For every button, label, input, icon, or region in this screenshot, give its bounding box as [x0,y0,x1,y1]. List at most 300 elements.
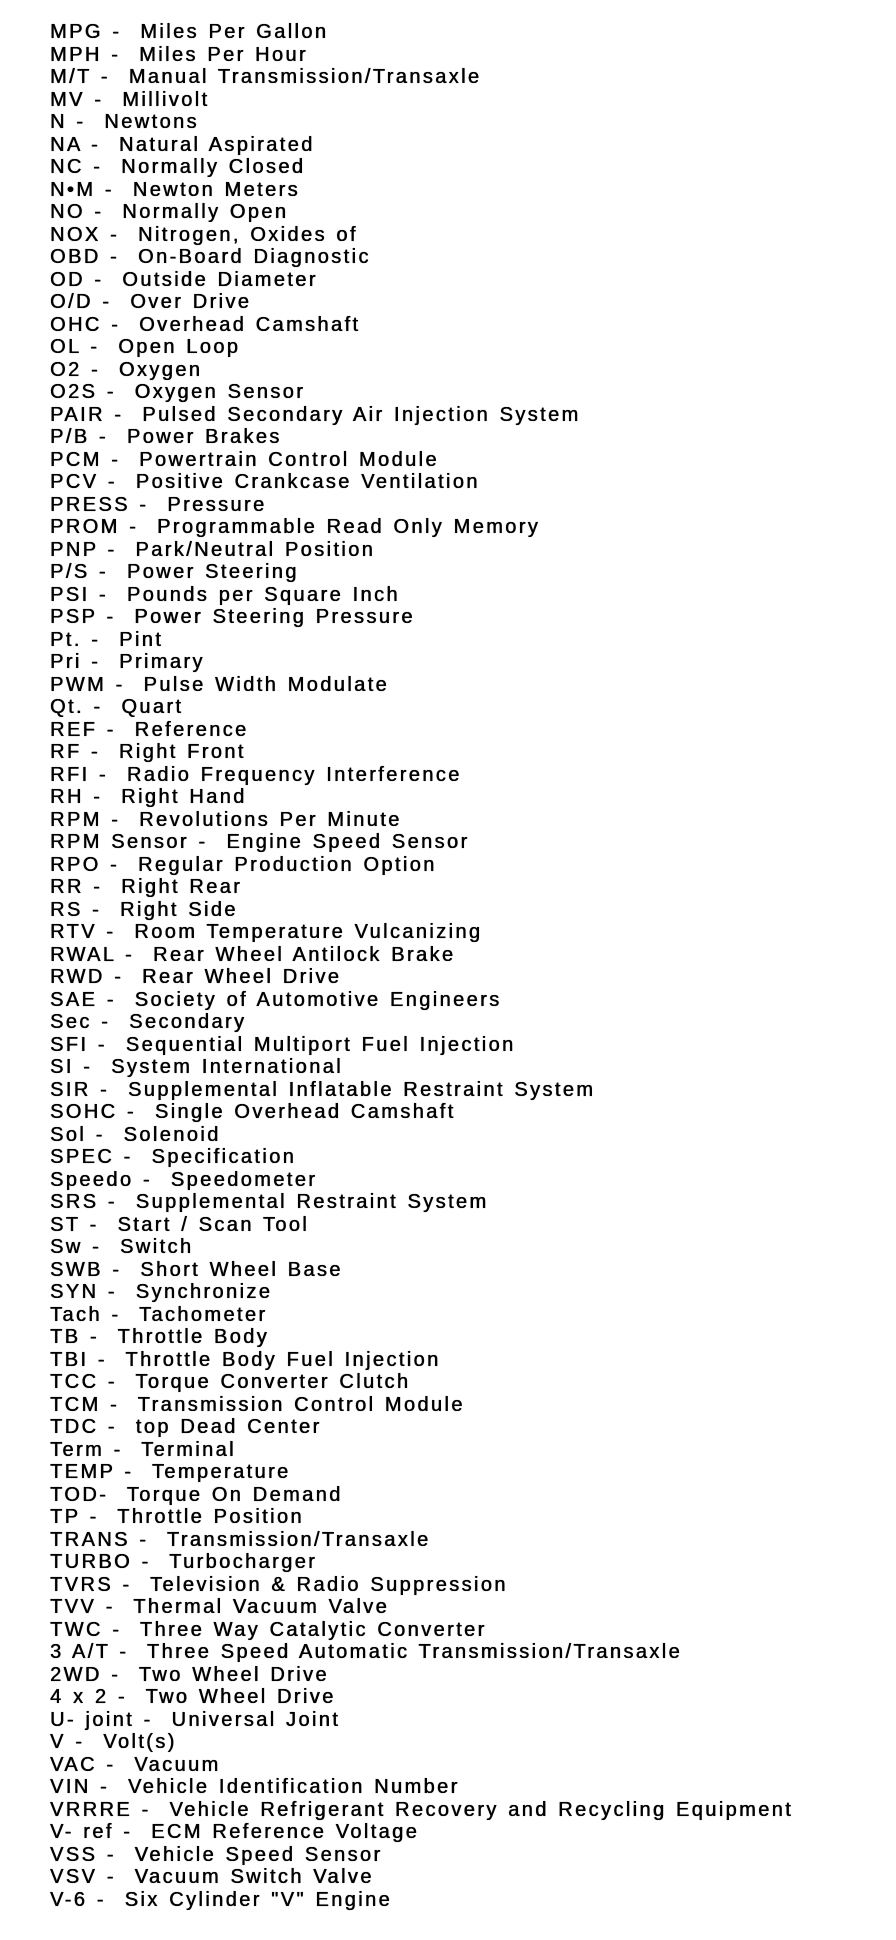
separator: - [73,1056,112,1078]
meaning: Powertrain Control Module [139,448,439,471]
separator: - [108,1686,146,1708]
separator: - [81,133,119,156]
meaning: Switch [120,1236,194,1258]
abbreviation: REF [50,718,98,741]
meaning: Right Hand [121,786,247,808]
glossary-entry [50,629,888,652]
abbreviation: O2 [50,358,82,381]
abbreviation: RR [50,876,84,898]
separator: - [102,1618,140,1641]
glossary-entry [50,831,888,854]
separator: - [119,516,158,538]
meaning: Throttle Body Fuel Injection [125,1348,441,1371]
meaning: Speedometer [170,1168,318,1191]
abbreviation: VIN [50,1776,91,1798]
abbreviation: RPM Sensor [50,831,189,853]
meaning: Overhead Camshaft [139,313,361,336]
meaning: Solenoid [123,1123,221,1146]
glossary-entry [50,156,888,179]
abbreviation: TCM [50,1393,101,1416]
glossary-entry [50,1574,888,1597]
glossary-entry [50,1506,888,1529]
meaning: Radio Frequency Interference [126,763,462,786]
abbreviation: U- joint [50,1708,135,1731]
glossary-entry [50,1844,888,1867]
separator: - [113,1821,152,1843]
abbreviation: PSP [50,606,97,628]
glossary-entry [50,1124,888,1147]
separator: - [80,336,119,358]
separator: - [129,493,168,516]
meaning: Revolutions Per Minute [139,808,402,831]
glossary-entry [50,1236,888,1259]
meaning: Positive Crankcase Ventilation [135,471,480,493]
separator: - [101,1303,139,1326]
meaning: Oxygen Sensor [134,381,306,403]
abbreviation: Tach [50,1303,102,1326]
abbreviation: PRESS [50,493,130,516]
meaning: Vehicle Refrigerant Recovery and Recycling Equipment [169,1798,794,1821]
glossary-entry [50,989,888,1012]
glossary-entry [50,1551,888,1574]
abbreviation: VSV [50,1866,98,1888]
separator: - [97,538,136,561]
separator: - [100,223,138,246]
separator: - [112,1573,151,1596]
glossary-entry [50,1056,888,1079]
glossary-entry [50,1281,888,1304]
abbreviation: OHC [50,313,102,336]
meaning: Temperature [151,1461,291,1483]
meaning: Outside Diameter [122,268,318,291]
abbreviation: V [50,1731,66,1753]
abbreviation: TURBO [50,1551,132,1573]
separator: - [132,1798,170,1821]
separator: - [109,1641,147,1663]
glossary-entry [50,1776,888,1799]
glossary-entry [50,584,888,607]
glossary-entry [50,1416,888,1439]
abbreviation: VRRRE [50,1798,133,1821]
abbreviation: Sol [50,1123,87,1146]
separator: - [90,1078,128,1101]
abbreviation: 4 x 2 [50,1686,109,1708]
glossary-entry [50,1371,888,1394]
separator: - [83,786,122,808]
meaning: Universal Joint [171,1708,341,1731]
meaning: Television & Radio Suppression [150,1573,508,1596]
abbreviation: N [50,111,67,133]
abbreviation: TVV [50,1596,97,1618]
separator: - [117,1101,155,1123]
glossary-entry [50,1596,888,1619]
glossary-entry [50,66,888,89]
separator: - [104,403,143,426]
abbreviation: OD [50,268,85,291]
abbreviation: O2S [50,381,98,403]
glossary-entry [50,1191,888,1214]
separator: - [114,1146,152,1168]
meaning: Open Loop [118,336,241,358]
glossary-entry [50,1326,888,1349]
glossary-entry [50,381,888,404]
meaning: Oxygen [118,358,203,381]
abbreviation: Pri [50,651,82,673]
glossary-entry [50,719,888,742]
abbreviation: SOHC [50,1101,118,1123]
meaning: Synchronize [135,1281,273,1303]
meaning: Right Front [118,741,246,763]
separator: - [88,1033,126,1056]
abbreviation: MPG [50,21,103,43]
glossary-entry [50,854,888,877]
separator: - [66,111,105,133]
meaning: Single Overhead Camshaft [154,1101,456,1123]
meaning: Natural Aspirated [118,133,315,156]
glossary-entry [50,1754,888,1777]
glossary-entry [50,44,888,67]
separator: - [80,1213,118,1236]
glossary-entry [50,111,888,134]
glossary-entry [50,89,888,112]
meaning: Right Side [120,898,238,921]
glossary-entry [50,944,888,967]
meaning: Nitrogen, Oxides of [137,223,358,246]
glossary-entry [50,741,888,764]
meaning: Park/Neutral Position [135,538,376,561]
meaning: Society of Automotive Engineers [134,988,502,1011]
glossary-entry [50,606,888,629]
abbreviation: Pt. [50,628,82,651]
abbreviation: O/D [50,291,93,313]
abbreviation: PCV [50,471,99,493]
glossary-entry [50,1709,888,1732]
separator: - [81,628,120,651]
meaning: Pressure [167,493,267,516]
glossary-entry [50,674,888,697]
separator: - [98,1191,136,1213]
meaning: Miles Per Hour [139,43,308,66]
abbreviation: Qt. [50,696,84,718]
abbreviation: MV [50,88,85,111]
separator: - [188,831,227,853]
separator: - [82,898,121,921]
separator: - [90,1776,128,1798]
separator: - [98,1371,136,1393]
separator: - [102,21,141,43]
separator: - [101,808,140,831]
meaning: Torque On Demand [126,1483,343,1506]
meaning: Tachometer [138,1303,268,1326]
abbreviation: SFI [50,1033,89,1056]
abbreviation: RPO [50,853,101,876]
separator: - [97,381,135,403]
meaning: Secondary [129,1011,247,1033]
meaning: Vacuum Switch Valve [134,1866,374,1888]
separator: - [115,943,153,966]
meaning: Room Temperature Vulcanizing [134,921,483,943]
abbreviation: NC [50,156,84,178]
meaning: Pulse Width Modulate [143,673,390,696]
meaning: Quart [121,696,184,718]
separator: - [97,1866,135,1888]
abbreviation: TOD [50,1483,100,1506]
abbreviation: TRANS [50,1528,130,1551]
meaning: Over Drive [130,291,252,313]
separator: - [84,201,123,223]
meaning: Vacuum [134,1753,221,1776]
separator: - [98,471,136,493]
separator: - [80,1506,118,1528]
meaning: Regular Production Option [137,853,437,876]
separator: - [96,1753,135,1776]
glossary-entry [50,1799,888,1822]
abbreviation: TCC [50,1371,99,1393]
abbreviation: N•M [50,178,96,201]
abbreviation: TP [50,1506,80,1528]
separator: - [91,66,129,88]
glossary-entry [50,651,888,674]
meaning: Supplemental Restraint System [135,1191,489,1213]
glossary-entry [50,786,888,809]
meaning: Miles Per Gallon [140,21,329,43]
separator: - [96,921,135,943]
glossary-entry [50,1349,888,1372]
separator: - [96,606,135,628]
abbreviation: SRS [50,1191,99,1213]
separator: - [89,583,127,606]
glossary-entry [50,1641,888,1664]
abbreviation: RWAL [50,943,116,966]
separator: - [129,1528,167,1551]
glossary-entry [50,1686,888,1709]
separator: - [104,1438,142,1461]
abbreviation: 2WD [50,1663,102,1686]
glossary-entry [50,696,888,719]
abbreviation: TDC [50,1416,99,1438]
separator: - [100,853,138,876]
separator: - [97,718,135,741]
meaning: Pounds per Square Inch [126,583,400,606]
glossary-entry [50,1889,888,1912]
meaning: On-Board Diagnostic [137,246,371,268]
glossary-entry [50,899,888,922]
separator: - [80,1326,118,1348]
abbreviation: SWB [50,1258,103,1281]
abbreviation: PCM [50,448,102,471]
glossary-entry [50,21,888,44]
separator: - [81,741,119,763]
glossary-entry [50,1484,888,1507]
glossary-entry [50,246,888,269]
abbreviation: SPEC [50,1146,115,1168]
separator: - [84,88,123,111]
separator: - [98,1416,136,1438]
separator: - [89,763,127,786]
abbreviation: ST [50,1213,80,1236]
meaning: Vehicle Speed Sensor [134,1843,383,1866]
separator: - [133,1168,171,1191]
abbreviation: OBD [50,246,101,268]
meaning: Pulsed Secondary Air Injection System [142,403,581,426]
separator: - [114,1461,152,1483]
meaning: Power Steering [126,561,299,583]
abbreviation: V- ref [50,1821,114,1843]
abbreviation: TWC [50,1618,103,1641]
abbreviation: PROM [50,516,120,538]
meaning: Millivolt [122,88,210,111]
abbreviation: MPH [50,43,102,66]
glossary-entry [50,539,888,562]
glossary-entry [50,1529,888,1552]
meaning: ECM Reference Voltage [151,1821,420,1843]
abbreviation: RF [50,741,82,763]
abbreviation: VSS [50,1843,98,1866]
separator: - [101,448,140,471]
meaning: Power Brakes [126,426,282,448]
meaning: Engine Speed Sensor [226,831,470,853]
meaning: Reference [134,718,249,741]
separator: - [81,358,119,381]
abbreviation: P/S [50,561,90,583]
glossary-entry [50,1619,888,1642]
separator: - [86,1123,124,1146]
glossary-entry [50,224,888,247]
meaning: Turbocharger [169,1551,318,1573]
glossary-entry [50,516,888,539]
abbreviation: Sec [50,1011,92,1033]
abbreviation: P/B [50,426,90,448]
glossary-entry [50,426,888,449]
meaning: Short Wheel Base [140,1258,343,1281]
glossary-entry [50,876,888,899]
meaning: Newton Meters [132,178,300,201]
glossary-entry [50,336,888,359]
abbreviation: RTV [50,921,97,943]
meaning: Rear Wheel Drive [142,966,342,988]
abbreviation: PWM [50,673,107,696]
meaning: Specification [151,1146,297,1168]
separator: - [81,651,120,673]
glossary-entry [50,201,888,224]
glossary-entry [50,1821,888,1844]
glossary-entry [50,1214,888,1237]
glossary-entry [50,966,888,989]
meaning: Transmission Control Module [137,1393,465,1416]
abbreviation: TEMP [50,1461,115,1483]
glossary-entry [50,1259,888,1282]
meaning: Newtons [104,111,199,133]
meaning: Two Wheel Drive [138,1663,329,1686]
glossary-entry [50,1439,888,1462]
separator: - [98,1281,136,1303]
abbreviation: RS [50,898,83,921]
meaning: Supplemental Inflatable Restraint System [127,1078,596,1101]
meaning: top Dead Center [135,1416,322,1438]
separator: - [99,1483,127,1506]
meaning: Manual Transmission/Transaxle [128,66,482,88]
meaning: Normally Closed [121,156,306,178]
separator: - [106,673,144,696]
separator: - [89,426,127,448]
separator: - [104,966,143,988]
glossary-entry [50,1146,888,1169]
abbreviation: Speedo [50,1168,134,1191]
abbreviation: TB [50,1326,81,1348]
separator: - [97,988,135,1011]
meaning: Terminal [141,1438,236,1461]
glossary-entry [50,359,888,382]
abbreviation-list [50,21,888,1911]
separator: - [95,178,133,201]
glossary-entry [50,1304,888,1327]
meaning: Two Wheel Drive [145,1686,336,1708]
meaning: Normally Open [122,201,289,223]
meaning: Throttle Body [117,1326,270,1348]
separator: - [101,313,140,336]
meaning: Transmission/Transaxle [166,1528,431,1551]
separator: - [101,1663,139,1686]
glossary-entry [50,314,888,337]
glossary-entry [50,1461,888,1484]
glossary-entry [50,134,888,157]
abbreviation: SI [50,1056,74,1078]
abbreviation: V-6 [50,1888,88,1911]
glossary-entry [50,291,888,314]
glossary-entry [50,494,888,517]
separator: - [100,1393,138,1416]
glossary-entry [50,1664,888,1687]
meaning: Three Way Catalytic Converter [139,1618,487,1641]
separator: - [88,1348,126,1371]
glossary-entry [50,179,888,202]
abbreviation: PAIR [50,403,105,426]
separator: - [83,156,122,178]
abbreviation: RPM [50,808,102,831]
glossary-entry [50,269,888,292]
glossary-entry [50,404,888,427]
separator: - [102,1258,141,1281]
meaning: Rear Wheel Antilock Brake [152,943,456,966]
abbreviation: 3 A/T [50,1641,110,1663]
glossary-entry [50,561,888,584]
meaning: Throttle Position [117,1506,304,1528]
glossary-entry [50,809,888,832]
meaning: Volt(s) [103,1731,177,1753]
meaning: Primary [119,651,205,673]
meaning: Right Rear [121,876,243,898]
abbreviation: Sw [50,1236,83,1258]
separator: - [97,1843,135,1866]
abbreviation: M/T [50,66,92,88]
abbreviation: PSI [50,583,90,606]
separator: - [91,1011,130,1033]
abbreviation: TVRS [50,1573,113,1596]
abbreviation: RH [50,786,84,808]
glossary-entry [50,1101,888,1124]
meaning: Sequential Multiport Fuel Injection [125,1033,516,1056]
abbreviation: VAC [50,1753,97,1776]
glossary-entry [50,1079,888,1102]
separator: - [87,1888,125,1911]
meaning: Six Cylinder "V" Engine [124,1888,392,1911]
abbreviation: NOX [50,223,101,246]
meaning: Thermal Vacuum Valve [133,1596,390,1618]
abbreviation: PNP [50,538,98,561]
separator: - [96,1596,134,1618]
abbreviation: TBI [50,1348,89,1371]
meaning: Power Steering Pressure [134,606,415,628]
